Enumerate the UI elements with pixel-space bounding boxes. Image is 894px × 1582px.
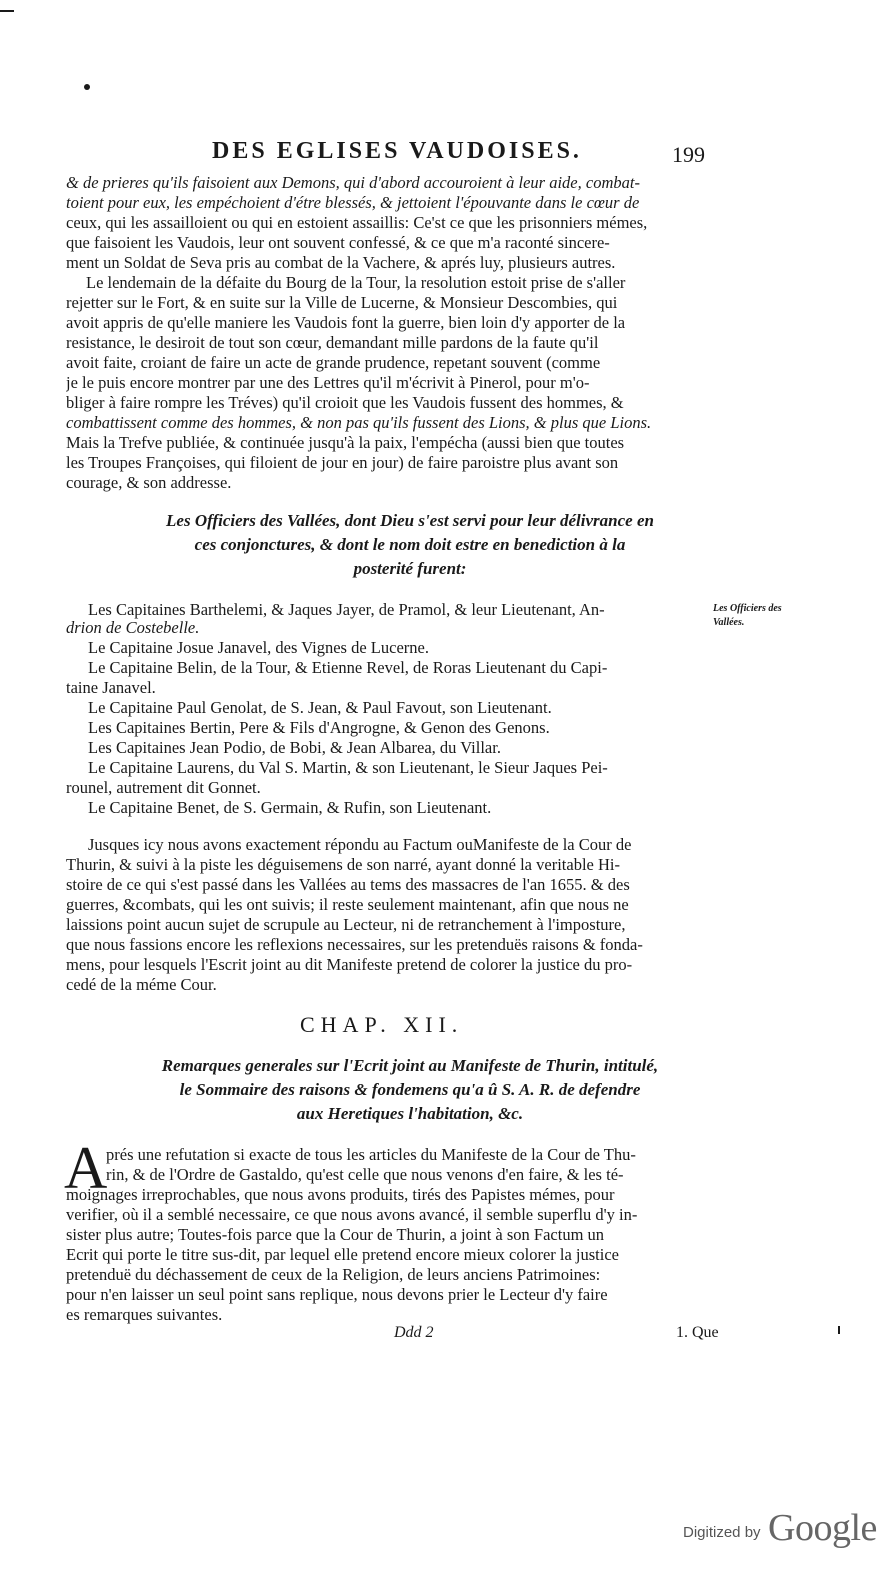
chapter-title-line: aux Heretiques l'habitation, &c. [296,1104,524,1123]
text-line: bliger à faire rompre les Tréves) qu'il croioit que les Vaudois fussent des hommes, & [66,393,624,412]
officer-entry: Le Capitaine Paul Genolat, de S. Jean, & Paul Favout, son Lieutenant. [88,698,552,717]
ink-dot [84,84,90,90]
officer-entry: Le Capitaine Benet, de S. Germain, & Rufin, son Lieutenant. [88,798,492,817]
text-line: Thurin, & suivi à la piste les déguisemens de son narré, ayant donné la veritable Hi- [66,855,620,874]
catchword: 1. Que [676,1324,719,1341]
ink-tick [838,1326,840,1334]
text-line: resistance, le desiroit de tout son cœur, demandant mille pardons de la faute qu'il [66,333,599,352]
drop-cap: A [64,1135,108,1201]
officers-heading-line: Les Officiers des Vallées, dont Dieu s'est servi pour leur délivrance en [166,511,654,530]
text-line: que faisoient les Vaudois, leur ont souvent confessé, & ce que m'a raconté sincere- [66,233,610,252]
text-line: laissions point aucun sujet de scrupule au Lecteur, ni de retranchement à l'imposture, [66,915,626,934]
running-head: DES EGLISES VAUDOISES. [212,138,582,164]
text-line: courage, & son addresse. [66,473,232,492]
text-line: es remarques suivantes. [66,1305,223,1324]
signature-mark: Ddd 2 [394,1324,434,1341]
officer-entry: rounel, autrement dit Gonnet. [66,778,261,797]
chapter-title-line: Remarques generales sur l'Ecrit joint au Manifeste de Thurin, intitulé, [161,1056,659,1075]
officer-entry: drion de Costebelle. [66,618,200,637]
text-line: Jusques icy nous avons exactement répondu au Factum ouManifeste de la Cour de [88,835,632,854]
text-line: verifier, où il a semblé necessaire, ce que nous avons avancé, il semble superflu d'y in- [66,1205,638,1224]
officer-entry: Les Capitaines Barthelemi, & Jaques Jayer, de Pramol, & leur Lieutenant, An- [88,600,605,619]
chapter-heading: CHAP. XII. [300,1012,464,1037]
text-line: cedé de la méme Cour. [66,975,217,994]
text-line: stoire de ce qui s'est passé dans les Vallées au tems des massacres de l'an 1655. & des [66,875,630,894]
text-line: prés une refutation si exacte de tous les articles du Manifeste de la Cour de Thu- [106,1145,636,1164]
text-line: pretenduë du déchassement de ceux de la Religion, de leurs anciens Patrimoines: [66,1265,601,1284]
text-line: guerres, &combats, qui les ont suivis; il reste seulement maintenant, afin que nous ne [66,895,629,914]
officers-heading-line: ces conjonctures, & dont le nom doit estre en benediction à la [194,535,626,554]
officer-entry: Les Capitaines Jean Podio, de Bobi, & Jean Albarea, du Villar. [88,738,501,757]
text-line: rin, & de l'Ordre de Gastaldo, qu'est celle que nous venons d'en faire, & les té- [106,1165,624,1184]
text-line: les Troupes Françoises, qui filoient de jour en jour) de faire paroistre plus avant son [66,453,619,472]
text-line: combattissent comme des hommes, & non pas qu'ils fussent des Lions, & plus que Lions. [66,413,652,432]
officers-heading-line: posterité furent: [353,559,467,578]
chapter-title-line: le Sommaire des raisons & fondemens qu'a û S. A. R. de defendre [179,1080,641,1099]
text-line: Le lendemain de la défaite du Bourg de la Tour, la resolution estoit prise de s'aller [86,273,626,292]
text-line: avoit appris de qu'elle maniere les Vaudois font la guerre, bien loin d'y apporter de la [66,313,626,332]
officer-entry: Le Capitaine Josue Janavel, des Vignes de Lucerne. [88,638,429,657]
officer-entry: Le Capitaine Laurens, du Val S. Martin, & son Lieutenant, le Sieur Jaques Pei- [88,758,608,777]
text-line: Ecrit qui porte le titre sus-dit, par lequel elle pretend encore mieux colorer la justice [66,1245,619,1264]
text-line: & de prieres qu'ils faisoient aux Demons, qui d'abord accouroient à leur aide, combat- [66,173,640,192]
text-line: toient pour eux, les empéchoient d'étre blessés, & jettoient l'épouvante dans le cœur de [66,193,640,212]
text-line: moignages irreprochables, que nous avons produits, tirés des Papistes mémes, pour [66,1185,615,1204]
text-line: Mais la Trefve publiée, & continuée jusqu'à la paix, l'empécha (aussi bien que toutes [66,433,625,452]
text-line: je le puis encore montrer par une des Lettres qu'il m'écrivit à Pinerol, pour m'o- [66,373,590,392]
text-line: rejetter sur le Fort, & en suite sur la Ville de Lucerne, & Monsieur Descombies, qui [66,293,618,312]
text-line: pour n'en laisser un seul point sans replique, nous devons prier le Lecteur d'y faire [66,1285,608,1304]
text-line: ceux, qui les assailloient ou qui en estoient assaillis: Ce'st ce que les prisonniers mémes, [66,213,648,232]
officer-entry: Les Capitaines Bertin, Pere & Fils d'Angrogne, & Genon des Genons. [88,718,550,737]
officer-entry: Le Capitaine Belin, de la Tour, & Etienne Revel, de Roras Lieutenant du Capi- [88,658,608,677]
text-line: que nous fassions encore les reflexions necessaires, sur les pretenduës raisons & fonda- [66,935,643,954]
margin-note: Les Officiers des Vallées. [713,603,782,628]
digitized-by-label: Digitized by [683,1524,761,1541]
text-line: ment un Soldat de Seva pris au combat de la Vachere, & aprés luy, plusieurs autres. [66,253,616,272]
corner-mark [0,10,14,12]
page-number: 199 [672,142,705,167]
text-line: mens, pour lesquels l'Escrit joint au dit Manifeste pretend de colorer la justice du pro- [66,955,633,974]
officer-entry: taine Janavel. [66,678,156,697]
google-logo: Google [768,1507,877,1549]
text-line: avoit faite, croiant de faire un acte de grande prudence, repetant souvent (comme [66,353,601,372]
text-line: sister plus autre; Toutes-fois parce que la Cour de Thurin, a joint à son Factum un [66,1225,605,1244]
